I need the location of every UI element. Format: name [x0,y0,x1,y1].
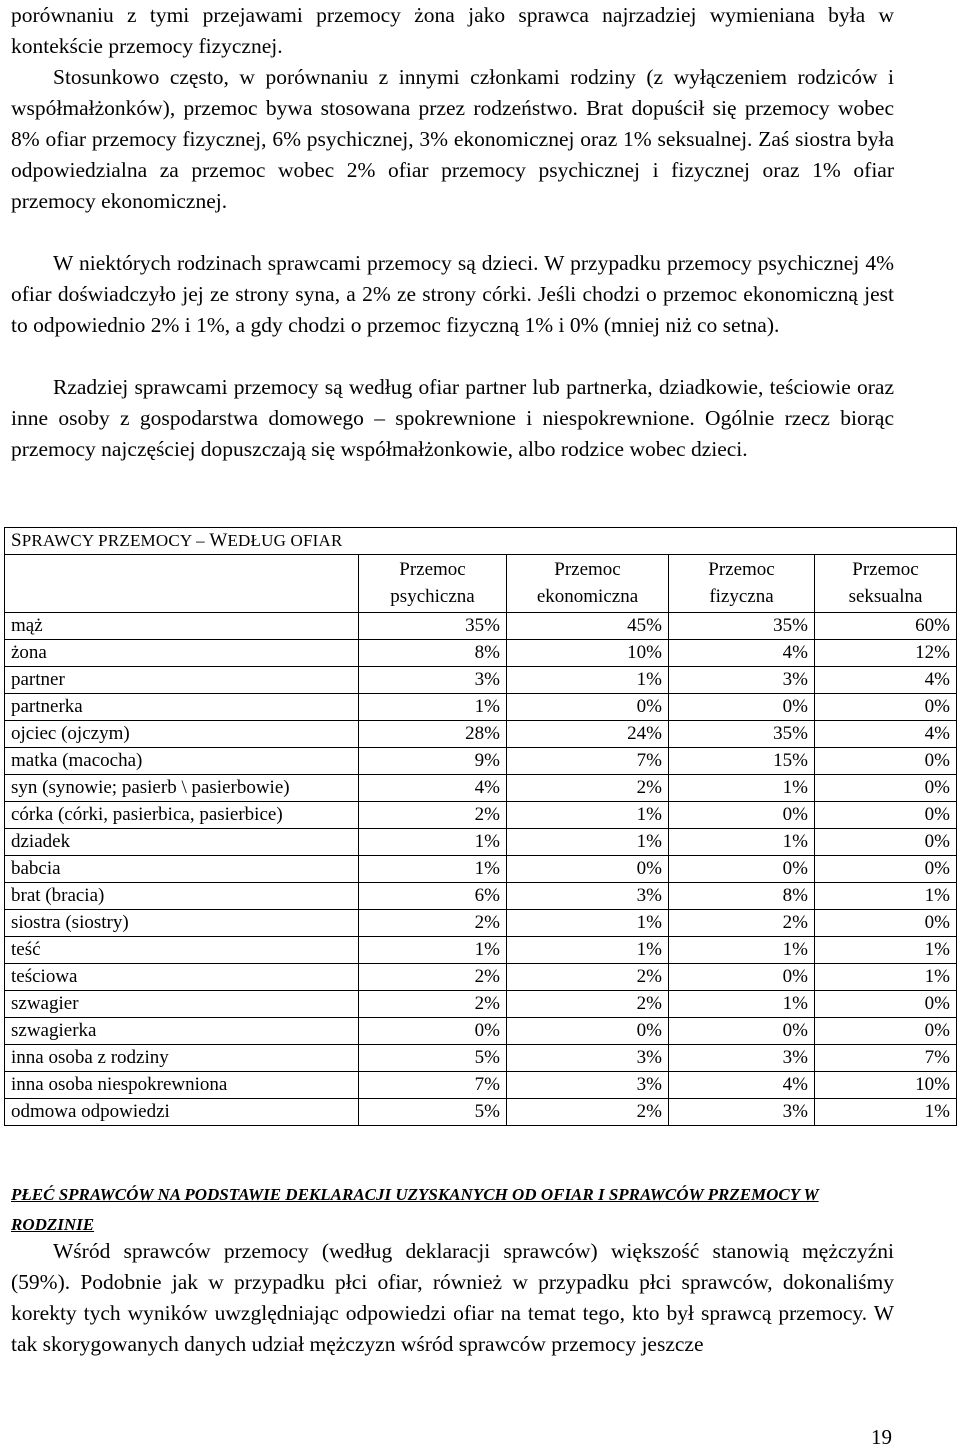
table-row [5,721,957,748]
percentage-cell: 1% [669,775,815,802]
percentage-cell: 0% [815,991,957,1018]
percentage-cell: 1% [669,829,815,856]
table-row [5,829,957,856]
percentage-cell: 2% [507,991,669,1018]
table-row [5,667,957,694]
percentage-cell: 0% [815,829,957,856]
table-title-row [5,528,957,555]
perpetrators-table [4,527,957,1126]
percentage-cell: 5% [359,1099,507,1126]
percentage-cell: 12% [815,640,957,667]
percentage-cell: 9% [359,748,507,775]
percentage-cell: 1% [815,964,957,991]
header-ekonomiczna: Przemoc ekonomiczna [507,555,669,613]
table-header-row [5,555,957,613]
paragraph-continuation: porównaniu z tymi przejawami przemocy żona jako sprawca najrzadziej wymieniana była w kontekście przemocy fizycznej. [11,3,894,58]
percentage-cell: 0% [815,748,957,775]
percentage-cell: 3% [507,1045,669,1072]
percentage-cell: 1% [815,1099,957,1126]
percentage-cell: 0% [815,694,957,721]
percentage-cell: 1% [669,991,815,1018]
paragraph-siblings [11,62,894,217]
percentage-cell: 10% [507,640,669,667]
percentage-cell: 1% [359,856,507,883]
percentage-cell: 0% [669,856,815,883]
percentage-cell: 28% [359,721,507,748]
percentage-cell: 0% [815,910,957,937]
percentage-cell: 8% [669,883,815,910]
perpetrator-label-cell: mąż [5,613,359,640]
table-row [5,910,957,937]
percentage-cell: 0% [669,802,815,829]
percentage-cell: 7% [507,748,669,775]
percentage-cell: 0% [669,694,815,721]
table-row [5,856,957,883]
percentage-cell: 2% [359,964,507,991]
percentage-cell: 1% [359,694,507,721]
table-row [5,694,957,721]
percentage-cell: 2% [359,802,507,829]
perpetrator-label-cell: dziadek [5,829,359,856]
percentage-cell: 6% [359,883,507,910]
table-row [5,937,957,964]
percentage-cell: 45% [507,613,669,640]
perpetrator-label-cell: inna osoba niespokrewniona [5,1072,359,1099]
perpetrator-label-cell: siostra (siostry) [5,910,359,937]
perpetrator-label-cell: szwagier [5,991,359,1018]
percentage-cell: 1% [359,829,507,856]
table-row [5,991,957,1018]
percentage-cell: 4% [815,721,957,748]
table-row [5,748,957,775]
percentage-cell: 3% [507,1072,669,1099]
header-fizyczna: Przemoc fizyczna [669,555,815,613]
percentage-cell: 1% [815,937,957,964]
percentage-cell: 24% [507,721,669,748]
percentage-cell: 1% [359,937,507,964]
percentage-cell: 0% [507,1018,669,1045]
percentage-cell: 0% [507,856,669,883]
section-heading: PŁEĆ SPRAWCÓW NA PODSTAWIE DEKLARACJI UZYSKANYCH OD OFIAR I SPRAWCÓW PRZEMOCY W RODZINIE [11,1185,819,1234]
percentage-cell: 4% [669,640,815,667]
percentage-cell: 0% [815,775,957,802]
table-title: SPRAWCY PRZEMOCY – WEDŁUG OFIAR [5,528,957,555]
percentage-cell: 1% [669,937,815,964]
percentage-cell: 1% [507,910,669,937]
table-row [5,1018,957,1045]
paragraph-others [11,372,894,465]
table-row [5,964,957,991]
percentage-cell: 0% [815,1018,957,1045]
perpetrator-label-cell: partnerka [5,694,359,721]
percentage-cell: 3% [669,1045,815,1072]
paragraph-gender-text: Wśród sprawców przemocy (według deklaracji sprawców) większość stanowią mężczyźni (59%). Podobnie jak w przypadku płci ofiar, również w przypadku płci sprawców, dokonaliśmy korekty tych wyników uwzględniając odpowiedzi ofiar na temat tego, kto był sprawcą przemocy. W tak skorygowanych danych udział mężczyzn wśród sprawców przemocy jeszcze [11,1239,894,1356]
perpetrator-label-cell: partner [5,667,359,694]
percentage-cell: 35% [359,613,507,640]
percentage-cell: 3% [359,667,507,694]
table-row [5,613,957,640]
header-empty-cell [5,555,359,613]
perpetrator-label-cell: szwagierka [5,1018,359,1045]
paragraph-siblings-text: Stosunkowo często, w porównaniu z innymi członkami rodziny (z wyłączeniem rodziców i współmałżonków), przemoc bywa stosowana przez rodzeństwo. Brat dopuścił się przemocy wobec 8% ofiar przemocy fizycznej, 6% psychicznej, 3% ekonomicznej oraz 1% seksualnej. Zaś siostra była odpowiedzialna za przemoc wobec 2% ofiar przemocy psychicznej i fizycznej oraz 1% ofiar przemocy ekonomicznej. [11,65,894,213]
percentage-cell: 0% [669,1018,815,1045]
percentage-cell: 4% [815,667,957,694]
percentage-cell: 0% [815,802,957,829]
perpetrator-label-cell: ojciec (ojczym) [5,721,359,748]
paragraph-gender [11,1236,894,1360]
table-row [5,1045,957,1072]
percentage-cell: 3% [507,883,669,910]
percentage-cell: 1% [815,883,957,910]
page-number: 19 [871,1425,892,1449]
perpetrator-label-cell: teść [5,937,359,964]
header-psychiczna: Przemoc psychiczna [359,555,507,613]
percentage-cell: 7% [359,1072,507,1099]
percentage-cell: 8% [359,640,507,667]
percentage-cell: 3% [669,1099,815,1126]
perpetrator-label-cell: odmowa odpowiedzi [5,1099,359,1126]
percentage-cell: 1% [507,667,669,694]
percentage-cell: 15% [669,748,815,775]
percentage-cell: 10% [815,1072,957,1099]
paragraph-children-text: W niektórych rodzinach sprawcami przemocy są dzieci. W przypadku przemocy psychicznej 4% ofiar doświadczyło jej ze strony syna, a 2% ze strony córki. Jeśli chodzi o przemoc ekonomiczną jest to odpowiednio 2% i 1%, a gdy chodzi o przemoc fizyczną 1% i 0% (mniej niż co setna). [11,251,894,337]
paragraph-others-text: Rzadziej sprawcami przemocy są według ofiar partner lub partnerka, dziadkowie, teściowie oraz inne osoby z gospodarstwa domowego – spokrewnione i niespokrewnione. Ogólnie rzecz biorąc przemocy najczęściej dopuszczają się współmałżonkowie, albo rodzice wobec dzieci. [11,375,894,461]
percentage-cell: 4% [359,775,507,802]
percentage-cell: 0% [815,856,957,883]
percentage-cell: 5% [359,1045,507,1072]
perpetrator-label-cell: syn (synowie; pasierb \ pasierbowie) [5,775,359,802]
percentage-cell: 7% [815,1045,957,1072]
percentage-cell: 4% [669,1072,815,1099]
percentage-cell: 2% [507,775,669,802]
percentage-cell: 2% [359,991,507,1018]
perpetrator-label-cell: brat (bracia) [5,883,359,910]
table-row [5,802,957,829]
percentage-cell: 35% [669,721,815,748]
header-seksualna: Przemoc seksualna [815,555,957,613]
percentage-cell: 2% [507,964,669,991]
percentage-cell: 0% [507,694,669,721]
percentage-cell: 3% [669,667,815,694]
percentage-cell: 1% [507,802,669,829]
percentage-cell: 1% [507,937,669,964]
table-row [5,1072,957,1099]
perpetrator-label-cell: córka (córki, pasierbica, pasierbice) [5,802,359,829]
table-row [5,640,957,667]
perpetrator-label-cell: babcia [5,856,359,883]
percentage-cell: 0% [359,1018,507,1045]
perpetrator-label-cell: matka (macocha) [5,748,359,775]
percentage-cell: 1% [507,829,669,856]
perpetrators-table-wrapper [4,527,956,1126]
percentage-cell: 0% [669,964,815,991]
percentage-cell: 60% [815,613,957,640]
percentage-cell: 35% [669,613,815,640]
table-row [5,775,957,802]
percentage-cell: 2% [359,910,507,937]
perpetrator-label-cell: żona [5,640,359,667]
perpetrator-label-cell: inna osoba z rodziny [5,1045,359,1072]
perpetrator-label-cell: teściowa [5,964,359,991]
percentage-cell: 2% [669,910,815,937]
table-row [5,1099,957,1126]
percentage-cell: 2% [507,1099,669,1126]
paragraph-children [11,248,894,341]
table-row [5,883,957,910]
